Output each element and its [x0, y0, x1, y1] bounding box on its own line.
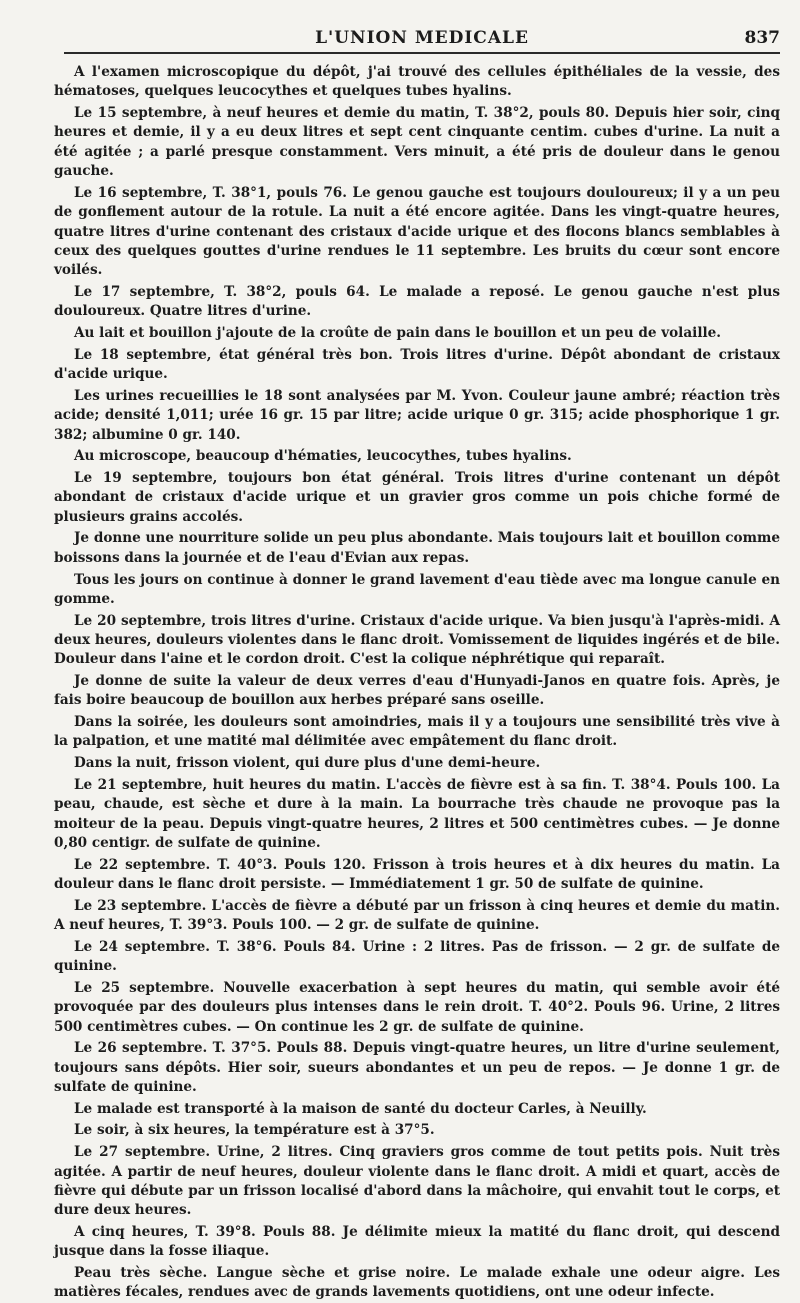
paragraph: Je donne une nourriture solide un peu plus abondante. Mais toujours lait et bouillon comme boissons dans la journée et de l'eau d'Evian aux repas.	[54, 530, 780, 566]
paragraph: Le 18 septembre, état général très bon. Trois litres d'urine. Dépôt abondant de cristaux d'acide urique.	[54, 346, 780, 383]
paragraph: A cinq heures, T. 39°8. Pouls 88. Je délimite mieux la matité du flanc droit, qui descend jusque dans la fosse iliaque.	[54, 1223, 780, 1260]
paragraph: Au lait et bouillon j'ajoute de la croûte de pain dans le bouillon et un peu de volaille.	[74, 325, 722, 342]
paragraph: Le 16 septembre, T. 38°1, pouls 76. Le genou gauche est toujours douloureux; il y a un peu de gonflement autour de la rotule. La nuit a été encore agitée. Dans les vingt-quatre heures, quatre litres d'urine contenant des cristaux d'acide urique et des flocons blancs semblables à ceux des quelques gouttes d'urine rendues le 11 septembre. Les bruits du cœur sont encore voilés.	[54, 184, 780, 279]
paragraph: Le 24 septembre. T. 38°6. Pouls 84. Urine : 2 litres. Pas de frisson. — 2 gr. de sulfate de quinine.	[54, 938, 780, 975]
paragraph: Au microscope, beaucoup d'hématies, leucocythes, tubes hyalins.	[74, 448, 572, 465]
paragraph: Le 27 septembre. Urine, 2 litres. Cinq graviers gros comme de tout petits pois. Nuit très agitée. A partir de neuf heures, douleur violente dans le flanc droit. A midi et quart, accès de fièvre qui débute par un frisson localisé d'abord dans la mâchoire, qui envahit tout le corps, et dure deux heures.	[54, 1144, 780, 1219]
paragraph: Le soir, à six heures, la température est à 37°5.	[74, 1122, 435, 1139]
paragraph: Les urines recueillies le 18 sont analysées par M. Yvon. Couleur jaune ambré; réaction très acide; densité 1,011; urée 16 gr. 15 par litre; acide urique 0 gr. 315; acide phosphorique 1 gr. 382; albumine 0 gr. 140.	[54, 387, 780, 443]
paragraph: Le 23 septembre. L'accès de fièvre a débuté par un frisson à cinq heures et demie du matin. A neuf heures, T. 39°3. Pouls 100. — 2 gr. de sulfate de quinine.	[54, 897, 780, 934]
paragraph: Peau très sèche. Langue sèche et grise noire. Le malade exhale une odeur aigre. Les matières fécales, rendues avec de grands lavements quotidiens, ont une odeur infecte.	[54, 1265, 780, 1301]
page-number: 837	[744, 28, 780, 48]
paragraph: Tous les jours on continue à donner le grand lavement d'eau tiède avec ma longue canule en gomme.	[54, 571, 780, 607]
paragraph: Dans la nuit, frisson violent, qui dure plus d'une demi-heure.	[74, 755, 541, 772]
paragraph: Le 21 septembre, huit heures du matin. L'accès de fièvre est à sa fin. T. 38°4. Pouls 100. La peau, chaude, est sèche et dure à la main. La bourrache très chaude ne provoque pas la moiteur de la peau. Depuis vingt-quatre heures, 2 litres et 500 centimètres cubes. — Je donne 0,80 centigr. de sulfate de quinine.	[54, 776, 780, 851]
paragraph: Le 17 septembre, T. 38°2, pouls 64. Le malade a reposé. Le genou gauche n'est plus douloureux. Quatre litres d'urine.	[54, 283, 780, 320]
paragraph: Le 26 septembre. T. 37°5. Pouls 88. Depuis vingt-quatre heures, un litre d'urine seulement, toujours sans dépôts. Hier soir, sueurs abondantes et un peu de repos. — Je donne 1 gr. de sulfate de quinine.	[54, 1040, 780, 1095]
page-header	[64, 26, 780, 54]
paragraph: Le 19 septembre, toujours bon état général. Trois litres d'urine contenant un dépôt abondant de cristaux d'acide urique et un gravier gros comme un pois chiche formé de plusieurs grains accolés.	[54, 470, 780, 525]
paragraph: Le 20 septembre, trois litres d'urine. Cristaux d'acide urique. Va bien jusqu'à l'après-midi. A deux heures, douleurs violentes dans le flanc droit. Vomissement de liquides ingérés et de bile. Douleur dans l'aine et le cordon droit. C'est la colique néphrétique qui reparaît.	[54, 612, 780, 668]
running-title: L'UNION MEDICALE	[315, 28, 529, 48]
paragraph: A l'examen microscopique du dépôt, j'ai trouvé des cellules épithéliales de la vessie, des hématoses, quelques leucocythes et quelques tubes hyalins.	[54, 64, 780, 100]
paragraph: Dans la soirée, les douleurs sont amoindries, mais il y a toujours une sensibilité très vive à la palpation, et une matité mal délimitée avec empâtement du flanc droit.	[54, 714, 780, 750]
paragraph: Je donne de suite la valeur de deux verres d'eau d'Hunyadi-Janos en quatre fois. Après, je fais boire beaucoup de bouillon aux herbes préparé sans oseille.	[54, 673, 780, 709]
paragraph: Le 25 septembre. Nouvelle exacerbation à sept heures du matin, qui semble avoir été provoquée par des douleurs plus intenses dans le rein droit. T. 40°2. Pouls 96. Urine, 2 litres 500 centimètres cubes. — On continue les 2 gr. de sulfate de quinine.	[54, 979, 780, 1035]
paragraph: Le 15 septembre, à neuf heures et demie du matin, T. 38°2, pouls 80. Depuis hier soir, cinq heures et demie, il y a eu deux litres et sept cent cinquante centim. cubes d'urine. La nuit a été agitée ; a parlé presque constamment. Vers minuit, a été pris de douleur dans le genou gauche.	[54, 105, 780, 180]
paragraph: Le 22 septembre. T. 40°3. Pouls 120. Frisson à trois heures et à dix heures du matin. La douleur dans le flanc droit persiste. — Immédiatement 1 gr. 50 de sulfate de quinine.	[54, 856, 780, 892]
body-text	[54, 63, 780, 1303]
paragraph: Le malade est transporté à la maison de santé du docteur Carles, à Neuilly.	[74, 1100, 647, 1117]
